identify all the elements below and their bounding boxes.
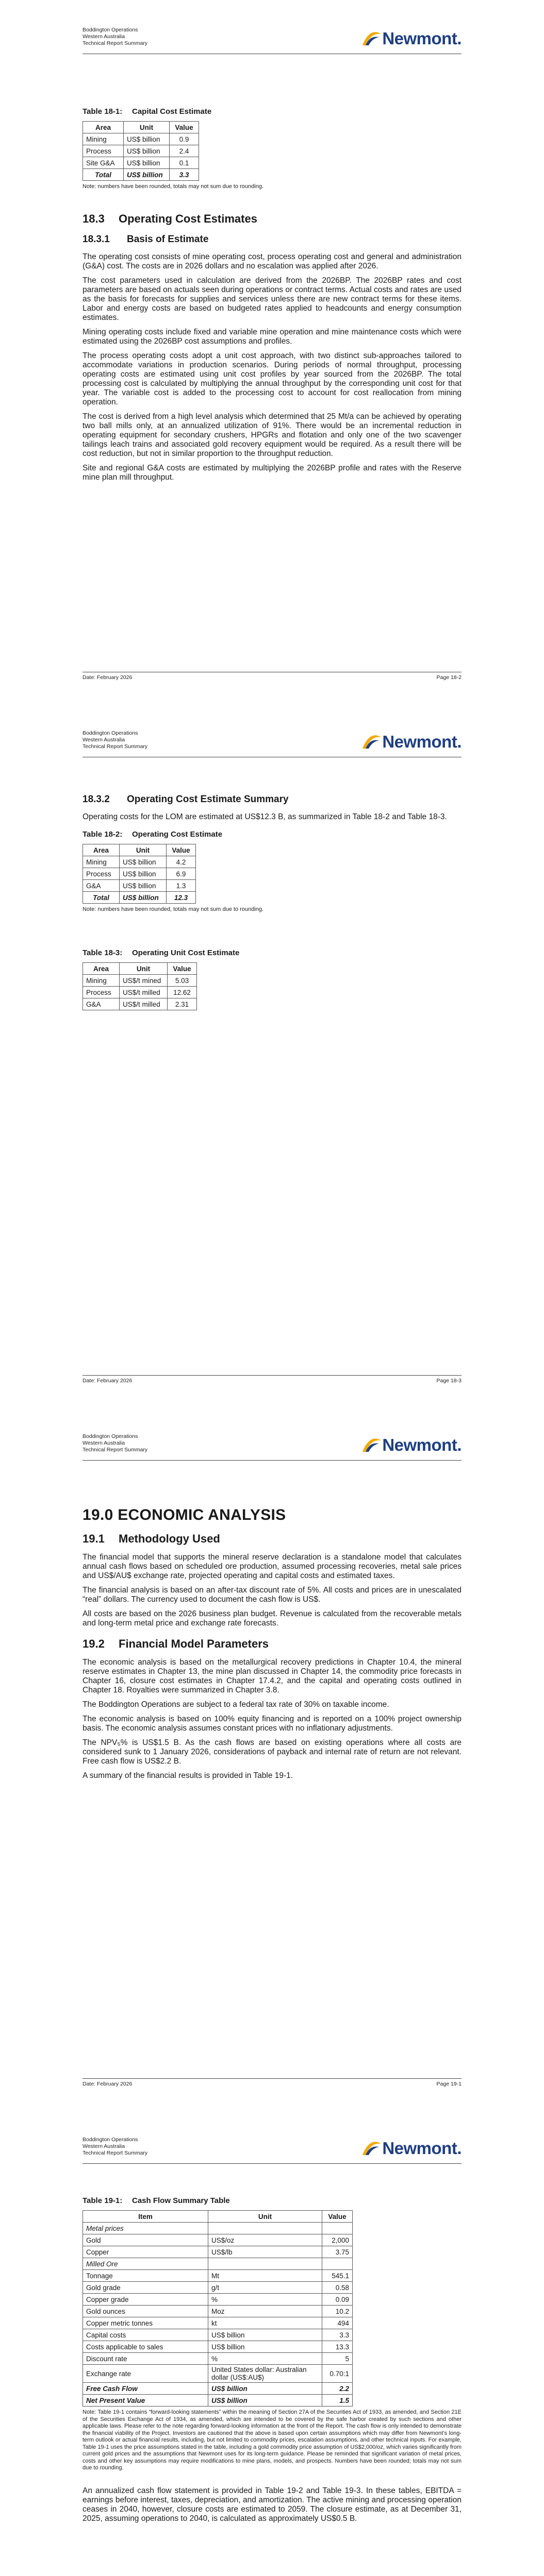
table-total-row [83,2383,353,2395]
col-header: Area [83,844,120,856]
col-header: Value [322,2211,353,2223]
paragraph: The Boddington Operations are subject to a federal tax rate of 30% on taxable income. [83,1700,389,1709]
table-cell: US$/t milled [120,987,168,998]
paragraph: The process operating costs adopt a unit cost approach, with two distinct sub-approaches tailored to accommodate variations in production scenarios. During periods of normal throughput, processing operating costs are estimated using unit cost profiles by year sourced from the 2026BP. The total processing cost is calculated by multiplying the annual throughput by the corresponding unit cost for that year. The variable cost is added to the processing cost to account for cost reallocation from mining operation. [83,351,461,406]
table-cell: 4.2 [167,856,196,868]
page-footer [83,2078,461,2089]
header-company: Boddington Operations [83,27,138,33]
table-header-row [83,844,196,856]
report-page-4 [0,2110,544,2576]
header-region: Western Australia [83,1440,125,1446]
table-cell: Mining [83,856,120,868]
table-cell [322,2258,353,2270]
subsection-number: 18.3.1 [83,234,110,245]
header-info [83,2137,147,2157]
table-title: Operating Cost Estimate [132,830,223,839]
paragraph: Site and regional G&A costs are estimated by multiplying the 2026BP profile and rates with the Reserve mine plan mill throughput. [83,464,461,482]
table-cell: US$ billion [124,157,170,169]
table-cell: Discount rate [83,2353,208,2365]
table-cell: United States dollar: Australian dollar (US$:AU$) [208,2365,322,2383]
newmont-logo-icon [361,734,382,750]
paragraph: The economic analysis is based on 100% equity financing and is reported on a 100% project ownership basis. The economic analysis assumes constant prices with no inflationary adjustments. [83,1715,461,1733]
col-header: Unit [208,2211,322,2223]
section-number: 18.3 [83,212,105,225]
table-header-row [83,963,197,975]
section-heading [83,1532,461,1546]
section-number: 19.1 [83,1532,105,1545]
table-cell: g/t [208,2282,322,2294]
paragraph: A summary of the financial results is provided in Table 19-1. [83,1771,293,1780]
section-title: Operating Cost Estimates [119,212,257,225]
table-cell: US$/t mined [120,975,168,987]
table-cell: US$ billion [124,133,170,145]
table-cell: US$ billion [208,2341,322,2353]
paragraph: All costs are based on the 2026 business plan budget. Revenue is calculated from the recoverable metals and long-term metal price and exchange rate forecasts. [83,1609,461,1628]
table-cell: US$ billion [120,880,167,892]
section-number: 19.2 [83,1637,105,1650]
paragraph: Mining operating costs include fixed and variable mine operation and mine maintenance costs which were estimated using the 2026BP cost assumptions and profiles. [83,328,461,346]
table-cell: US$ billion [124,145,170,157]
table-row [83,998,197,1010]
table-cell: Tonnage [83,2270,208,2282]
table-total-row [83,169,199,181]
chapter-heading [83,1506,461,1524]
section-heading [83,212,461,226]
table-cell: US$ billion [124,169,170,181]
table-cell: 3.3 [170,169,199,181]
header-region: Western Australia [83,737,125,743]
newmont-logo [361,30,461,47]
report-page-2 [0,703,544,1406]
operating-unit-cost-table [83,962,197,1010]
table-cell: Gold grade [83,2282,208,2294]
table-cell: US$ billion [208,2329,322,2341]
chapter-number: 19.0 [83,1506,113,1523]
footer-page-number: Page 18-2 [436,674,461,681]
table-row [83,2234,353,2246]
header-doc-title: Technical Report Summary [83,2150,148,2156]
table-row [83,2353,353,2365]
table-cell: G&A [83,998,120,1010]
table-number: Table 19-1: [83,2196,123,2205]
page-body [83,2176,461,2529]
table-cell [322,2223,353,2234]
table-cell: Total [83,892,120,904]
table-cell: 2.4 [170,145,199,157]
table-caption [83,2196,461,2205]
table-cell: US$ billion [208,2383,322,2395]
table-cell: US$ billion [208,2395,322,2406]
table-cell: 1.5 [322,2395,353,2406]
subsection-title: Operating Cost Estimate Summary [127,794,289,805]
table-cell: 3.75 [322,2246,353,2258]
paragraph: The cost parameters used in calculation are derived from the 2026BP. The 2026BP rates and cost parameters are based on actuals seen during operations or contract terms. Actual costs and rates are used as the basis for forecasts for supplies and services unless there are new contract terms for these items. Labor and energy costs are based on budgeted rates applied to headcounts and energy consumption estimates. [83,276,461,322]
table-cell: Net Present Value [83,2395,208,2406]
header-company: Boddington Operations [83,730,138,736]
page-body [83,1472,461,1786]
newmont-logo-icon [361,31,382,46]
table-row [83,2341,353,2353]
table-cell: US$ billion [120,856,167,868]
header-info [83,27,147,47]
table-cell: Capital costs [83,2329,208,2341]
subsection-heading [83,794,461,805]
col-header: Value [167,844,196,856]
table-row [83,2246,353,2258]
table-cell: Process [83,145,124,157]
table-cell: Mt [208,2270,322,2282]
table-cell: Gold ounces [83,2306,208,2317]
table-cell: Gold [83,2234,208,2246]
table-cell: 5.03 [168,975,197,987]
table-header-row [83,2211,353,2223]
table-cell: 13.3 [322,2341,353,2353]
table-cell: 5 [322,2353,353,2365]
newmont-logo [361,2140,461,2157]
table-cell: % [208,2353,322,2365]
table-cell [208,2258,322,2270]
table-row [83,145,199,157]
subsection-number: 18.3.2 [83,794,110,805]
newmont-logo-icon [361,2141,382,2156]
table-cell: Process [83,987,120,998]
table-cell: 6.9 [167,868,196,880]
table-row [83,2365,353,2383]
table-cell: Mining [83,975,120,987]
header-doc-title: Technical Report Summary [83,1447,148,1453]
page-header [83,730,461,757]
report-page-1 [0,0,544,703]
table-cell: US$/t milled [120,998,168,1010]
table-cell: US$ billion [120,868,167,880]
footer-date: Date: February 2026 [83,674,133,681]
table-row [83,975,197,987]
table-cell: 10.2 [322,2306,353,2317]
section-heading [83,1637,461,1651]
table-cell: 2.2 [322,2383,353,2395]
col-header: Unit [120,963,168,975]
table-cell: Milled Ore [83,2258,208,2270]
table-title: Capital Cost Estimate [132,107,212,116]
table-caption [83,107,461,116]
table-caption [83,948,461,957]
table-row [83,868,196,880]
table-cell: Copper grade [83,2294,208,2306]
table-cell [208,2223,322,2234]
table-row [83,2329,353,2341]
footer-page-number: Page 19-1 [436,2081,461,2087]
page-header [83,2137,461,2164]
footer-date: Date: February 2026 [83,1378,133,1384]
col-header: Item [83,2211,208,2223]
table-number: Table 18-2: [83,830,123,839]
table-cell: Metal prices [83,2223,208,2234]
newmont-logo-icon [361,1437,382,1453]
table-cell: US$/lb [208,2246,322,2258]
table-row [83,2294,353,2306]
table-cell: 12.62 [168,987,197,998]
table-cell: 1.3 [167,880,196,892]
table-number: Table 18-3: [83,948,123,957]
page-footer [83,1375,461,1386]
table-header-row [83,122,199,133]
paragraph: An annualized cash flow statement is provided in Table 19-2 and Table 19-3. In these tables, EBITDA = earnings before interest, taxes, depreciation, and amortization. The active mining and processing operation ceases in 2040, however, closure costs are estimated to 2059. The closure estimate, as at December 31, 2025, assuming operations to 2040, is calculated as approximately US$0.5 B. [83,2486,461,2523]
logo-wordmark: Newmont. [382,1435,461,1454]
subsection-title: Basis of Estimate [127,234,209,245]
table-cell: 494 [322,2317,353,2329]
table-cell: US$ billion [120,892,167,904]
col-header: Area [83,963,120,975]
table-row [83,880,196,892]
header-doc-title: Technical Report Summary [83,40,148,46]
col-header: Unit [120,844,167,856]
table-note: Note: Table 19-1 contains “forward-looking statements” within the meaning of Section 27A of the Securities Act of 1933, as amended, and Section 21E of the Securities Exchange Act of 1934, as amended, which are intended to be covered by the safe harbor created by such sections and other applicable laws. Please refer to the note regarding forward-looking information at the front of the Report. The cash flow is only intended to demonstrate the financial viability of the Project. Investors are cautioned that the above is based upon certain assumptions which may differ from Newmont’s long-term outlook or actual financial results, including, but not limited to commodity prices, escalation assumptions, and other technical inputs. For example, Table 19-1 uses the price assumptions stated in the table, including a gold commodity price assumption of US$2,000/oz, which varies significantly from current gold prices and the assumptions that Newmont uses for its long-term guidance. Please be reminded that significant variation of metal prices, costs and other key assumptions may require modifications to mine plans, models, and prospects. Numbers have been rounded; totals may not sum due to rounding. [83,2409,461,2471]
table-cell: % [208,2294,322,2306]
col-header: Area [83,122,124,133]
page-header [83,27,461,54]
header-company: Boddington Operations [83,1433,138,1439]
table-caption [83,830,461,839]
paragraph: The NPV₅% is US$1.5 B. As the cash flows are based on existing operations where all costs are considered sunk to 1 January 2026, considerations of payback and internal rate of return are not relevant. Free cash flow is US$2.2 B. [83,1738,461,1766]
table-row [83,2270,353,2282]
paragraph: The operating cost consists of mine operating cost, process operating cost and general and administration (G&A) cost. The costs are in 2026 dollars and no escalation was applied after 2026. [83,252,461,270]
table-cell: 0.9 [170,133,199,145]
table-row [83,157,199,169]
newmont-logo [361,1436,461,1454]
subsection-heading [83,234,461,245]
table-cell: 0.58 [322,2282,353,2294]
table-cell: Site G&A [83,157,124,169]
table-row [83,133,199,145]
table-number: Table 18-1: [83,107,123,116]
logo-wordmark: Newmont. [382,2139,461,2158]
page-footer [83,672,461,683]
table-cell: G&A [83,880,120,892]
table-group-row [83,2223,353,2234]
table-cell: US$/oz [208,2234,322,2246]
page-header [83,1433,461,1461]
header-info [83,1433,147,1453]
paragraph: The financial model that supports the mineral reserve declaration is a standalone model that calculates annual cash flows based on scheduled ore production, assumed processing recoveries, metal sale prices and US$/AU$ exchange rate, projected operating and capital costs and estimated taxes. [83,1553,461,1580]
cash-flow-summary-table [83,2210,353,2406]
table-note: Note: numbers have been rounded, totals may not sum due to rounding. [83,183,263,190]
col-header: Value [168,963,197,975]
chapter-title: ECONOMIC ANALYSIS [118,1506,286,1523]
header-region: Western Australia [83,2143,125,2149]
col-header: Value [170,122,199,133]
paragraph: The economic analysis is based on the metallurgical recovery predictions in Chapter 10.4, the mineral reserve estimates in Chapter 13, the mine plan discussed in Chapter 14, the commodity price forecasts in Chapter 16, closure cost estimates in Chapter 17.4.2, and the capital and operating costs outlined in Chapter 18. Royalties were summarized in Chapter 3.8. [83,1658,461,1694]
table-cell: Exchange rate [83,2365,208,2383]
table-cell: Copper metric tonnes [83,2317,208,2329]
table-note: Note: numbers have been rounded, totals may not sum due to rounding. [83,906,263,912]
newmont-logo [361,733,461,751]
paragraph: The financial analysis is based on an after-tax discount rate of 5%. All costs and prices are in unescalated “real” dollars. The currency used to document the cash flow is US$. [83,1586,461,1604]
table-title: Cash Flow Summary Table [132,2196,230,2205]
operating-cost-table [83,844,196,904]
header-doc-title: Technical Report Summary [83,743,148,750]
table-cell: Costs applicable to sales [83,2341,208,2353]
table-group-row [83,2258,353,2270]
table-row [83,856,196,868]
table-cell: 12.3 [167,892,196,904]
page-body [83,66,461,487]
table-row [83,2282,353,2294]
table-cell: Process [83,868,120,880]
logo-wordmark: Newmont. [382,732,461,751]
table-title: Operating Unit Cost Estimate [132,948,240,957]
table-cell: 3.3 [322,2329,353,2341]
header-region: Western Australia [83,33,125,40]
header-info [83,730,147,750]
col-header: Unit [124,122,170,133]
table-cell: 2,000 [322,2234,353,2246]
table-row [83,2317,353,2329]
footer-page-number: Page 18-3 [436,1378,461,1384]
table-cell: 0.1 [170,157,199,169]
table-cell: Free Cash Flow [83,2383,208,2395]
table-cell: Moz [208,2306,322,2317]
table-cell: Total [83,169,124,181]
section-title: Financial Model Parameters [119,1637,269,1650]
paragraph: Operating costs for the LOM are estimated at US$12.3 B, as summarized in Table 18-2 and Table 18-3. [83,812,447,821]
table-cell: 2.31 [168,998,197,1010]
table-cell: Mining [83,133,124,145]
page-body [83,769,461,1010]
table-cell: Copper [83,2246,208,2258]
table-cell: 0.70:1 [322,2365,353,2383]
table-cell: kt [208,2317,322,2329]
table-cell: 545.1 [322,2270,353,2282]
table-row [83,987,197,998]
table-cell: 0.09 [322,2294,353,2306]
table-total-row [83,892,196,904]
footer-date: Date: February 2026 [83,2081,133,2087]
table-row [83,2306,353,2317]
capital-cost-table [83,121,199,181]
header-company: Boddington Operations [83,2137,138,2143]
paragraph: The cost is derived from a high level analysis which determined that 25 Mt/a can be achieved by operating two ball mills only, at an annualized utilization of 91%. There would be an incremental reduction in operating equipment for secondary crushers, HPGRs and flotation and only one of the two scavenger tailings leach trains and associated gold recovery equipment would be required. As a result there will be cost reduction, but not in similar proportion to the throughput reduction. [83,412,461,458]
report-page-3 [0,1406,544,2110]
section-title: Methodology Used [119,1532,220,1545]
logo-wordmark: Newmont. [382,29,461,48]
table-total-row [83,2395,353,2406]
